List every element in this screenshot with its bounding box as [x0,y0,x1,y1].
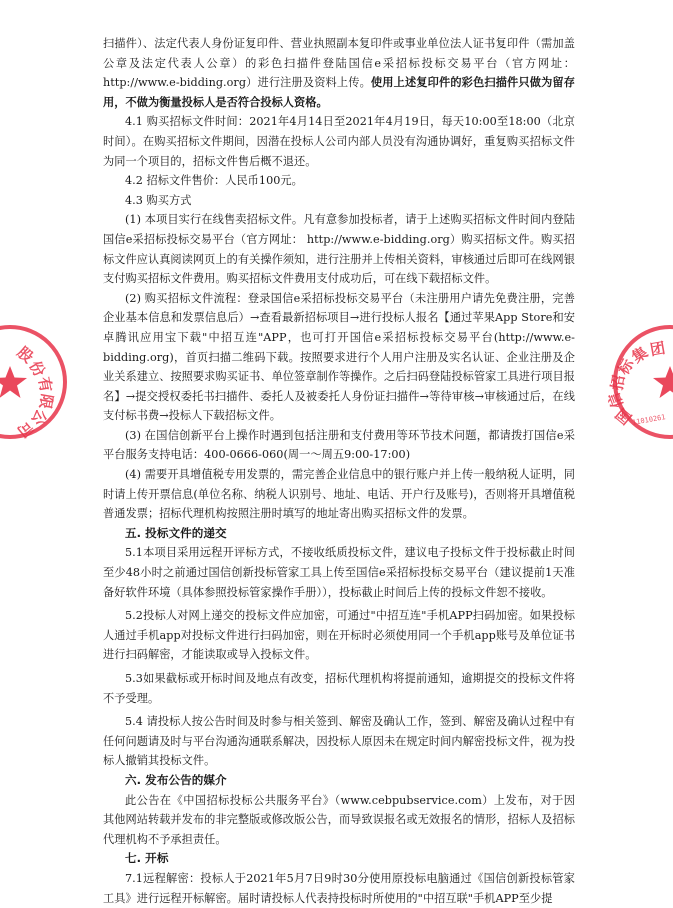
section-4-1: 4.1 购买招标文件时间：2021年4月14日至2021年4月19日，每天10:00至18:00（北京时间）。在购买招标文件期间，因潜在投标人公司内部人员没有沟通协调好，重复购买招标文件为同一个项目的，招标文件售后概不退还。 [103,115,575,168]
section-5-1: 5.1本项目采用远程开评标方式，不接收纸质投标文件，建议电子投标文件于投标截止时间至少48小时之前通过国信创新投标管家工具上传至国信e采招标投标交易平台（建议提前1天准备好软件环境（具体参照投标管家操作手册）），投标截止时间后上传的投标文件恕不接收。 [103,546,575,599]
seal-right-chars: 国 信 招 标 集 团 [604,338,667,428]
section-5-3: 5.3如果截标或开标时间及地点有改变，招标代理机构将提前通知，逾期提交的投标文件将不予受理。 [103,672,575,705]
company-seal-right [604,322,673,442]
seal-left-chars: 股 份 有 限 公 司 [13,343,57,441]
section-6: 此公告在《中国招标投标公共服务平台》（www.cebpubservice.com）上发布，对于因其他网站转载并发布的非完整版或修改版公告，而导致误报名或无效报名的情形，招标人及招标代理机构不予承担责任。 [103,793,575,846]
heading-section-7: 七. 开标 [125,851,169,866]
heading-section-5: 五. 投标文件的递交 [125,525,227,540]
section-4-3-1: (1) 本项目实行在线售卖招标文件。凡有意参加投标者，请于上述购买招标文件时间内登陆国信e采招标投标交易平台（官方网址： http://www.e-bidding.org）购买招标文件。购买招标文件应认真阅读网页上的有关操作须知，进行注册并上传相关资料，审核通过后即可在线网银支付购买招标文件费用。购买招标文件费用支付成功后，可在线下载招标文件。 [103,213,575,286]
section-4-3-3: (3) 在国信创新平台上操作时遇到包括注册和支付费用等环节技术问题，都请拨打国信e采平台服务支持电话：400-0666-060(周一～周五9:00-17:00) [103,428,575,462]
section-4-3-4: (4) 需要开具增值税专用发票的，需完善企业信息中的银行账户并上传一般纳税人证明，同时请上传开票信息(单位名称、纳税人识别号、地址、电话、开户行及账号)，否则将开具增值税普通发票；招标代理机构按照注册时填写的地址寄出购买招标文件的发票。 [103,468,575,521]
seal-right-number: 11010261 [631,413,667,427]
section-7-1: 7.1远程解密：投标人于2021年5月7日9时30分使用原投标电脑通过《国信创新投标管家工具》进行远程开标解密。届时请投标人代表持投标时所使用的"中招互联"手机APP至少提 [103,871,575,905]
paragraph-scan-upload: 扫描件）、法定代表人身份证复印件、营业执照副本复印件或事业单位法人证书复印件（需加盖公章及法定代表人公章）的彩色扫描件登陆国信e采招标投标交易平台（官方网址：http://www.e-bidding.org）进行注册及资料上传。使用上述复印件的彩色扫描件只做为留存用，不做为衡量投标人是否符合投标人资格。 [103,37,575,109]
section-4-3-2: (2) 购买招标文件流程：登录国信e采招标投标交易平台（未注册用户请先免费注册，完善企业基本信息和发票信息后）→查看最新招标项目→进行投标人报名【通过苹果App Store和安卓腾讯应用宝下载"中招互连"APP，也可打开国信e采招标投标交易平台(http://www.e-bidding.org)，首页扫描二维码下载。按照要求进行个人用户注册及实名认证、企业注册及企业关系建立、按照要求购买证书、单位签章制作等操作。之后扫码登陆投标管家工具进行项目报名】→提交授权委托书扫描件、委托人及被委托人身份证扫描件→等待审核→审核通过后，在线支付标书费→投标人下载招标文件。 [103,291,575,423]
heading-section-6: 六. 发布公告的媒介 [125,772,227,787]
section-5-4: 5.4 请投标人按公告时间及时参与相关签到、解密及确认工作，签到、解密及确认过程中有任何问题请及时与平台沟通沟通联系解决，因投标人原因未在规定时间内解密投标文件，视为投标人撤销其投标文件。 [103,715,575,768]
document-body [103,34,575,908]
section-4-2: 4.2 招标文件售价：人民币100元。 [125,174,303,188]
section-4-3: 4.3 购买方式 [125,193,192,207]
company-seal-left [0,322,70,442]
scan-usage-note: 使用上述复印件的彩色扫描件只做为留存用，不做为衡量投标人是否符合投标人资格。 [103,76,575,109]
section-5-2: 5.2投标人对网上递交的投标文件应加密，可通过"中招互连"手机APP扫码加密。如果投标人通过手机app对投标文件进行扫码加密，则在开标时必须使用同一个手机app账号及单位证书进行扫码解密，才能读取或导入投标文件。 [103,609,575,662]
